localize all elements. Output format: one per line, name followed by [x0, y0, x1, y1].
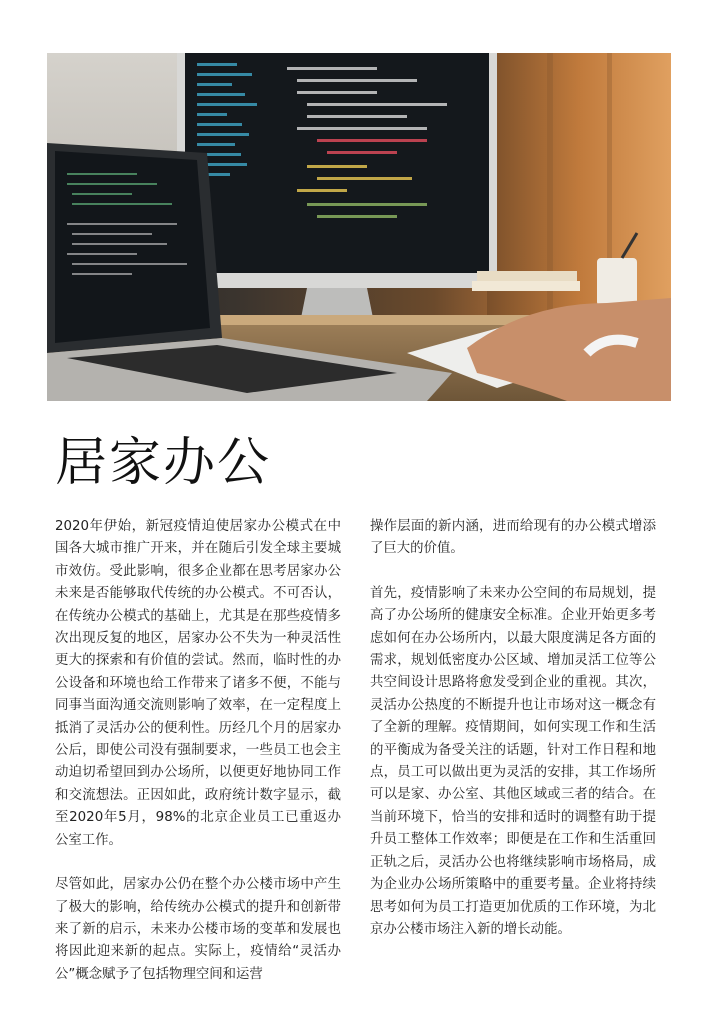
body-paragraph: 2020年伊始，新冠疫情迫使居家办公模式在中国各大城市推广开来，并在随后引发全球主要城市效仿。受此影响，很多企业都在思考居家办公未来是否能够取代传统的办公模式。不可否认，在传统办公模式的基础上，尤其是在那些疫情多次出现反复的地区，居家办公不失为一种灵活性更大的探索和有价值的尝试。然而，临时性的办公设备和环境也给工作带来了诸多不便，不能与同事当面沟通交流则影响了效率，在一定程度上抵消了灵活办公的便利性。历经几个月的居家办公后，即使公司没有强制要求，一些员工也会主动迫切希望回到办公场所，以便更好地协同工作和交流想法。正因如此，政府统计数字显示，截至2020年5月，98%的北京企业员工已重返办公室工作。: [55, 519, 341, 848]
hero-photo-illustration: [47, 53, 671, 401]
hero-photo: [47, 53, 671, 401]
body-paragraph: 首先，疫情影响了未来办公空间的布局规划，提高了办公场所的健康安全标准。企业开始更多考虑如何在办公场所内，以最大限度满足各方面的需求，规划低密度办公区域、增加灵活工位等公共空间设计思路将愈发受到企业的重视。其次，灵活办公热度的不断提升也让市场对这一概念有了全新的理解。疫情期间，如何实现工作和生活的平衡成为备受关注的话题，针对工作日程和地点，员工可以做出更为灵活的安排，其工作场所可以是家、办公室、其他区域或三者的结合。在当前环境下，恰当的安排和适时的调整有助于提升员工整体工作效率；即便是在工作和生活重回正轨之后，灵活办公也将继续影响市场格局，成为企业办公场所策略中的重要考量。企业将持续思考如何为员工打造更加优质的工作环境，为北京办公楼市场注入新的增长动能。: [370, 585, 656, 937]
page-title: 居家办公: [55, 433, 272, 493]
left-column: [55, 516, 341, 1008]
body-paragraph: 尽管如此，居家办公仍在整个办公楼市场中产生了极大的影响，给传统办公模式的提升和创新带来了新的启示，未来办公楼市场的变革和发展也将因此迎来新的起点。实际上，疫情给“灵活办公”概念赋予了包括物理空间和运营: [55, 877, 341, 982]
right-column: [370, 516, 656, 963]
body-paragraph: 操作层面的新内涵，进而给现有的办公模式增添了巨大的价值。: [370, 519, 656, 557]
